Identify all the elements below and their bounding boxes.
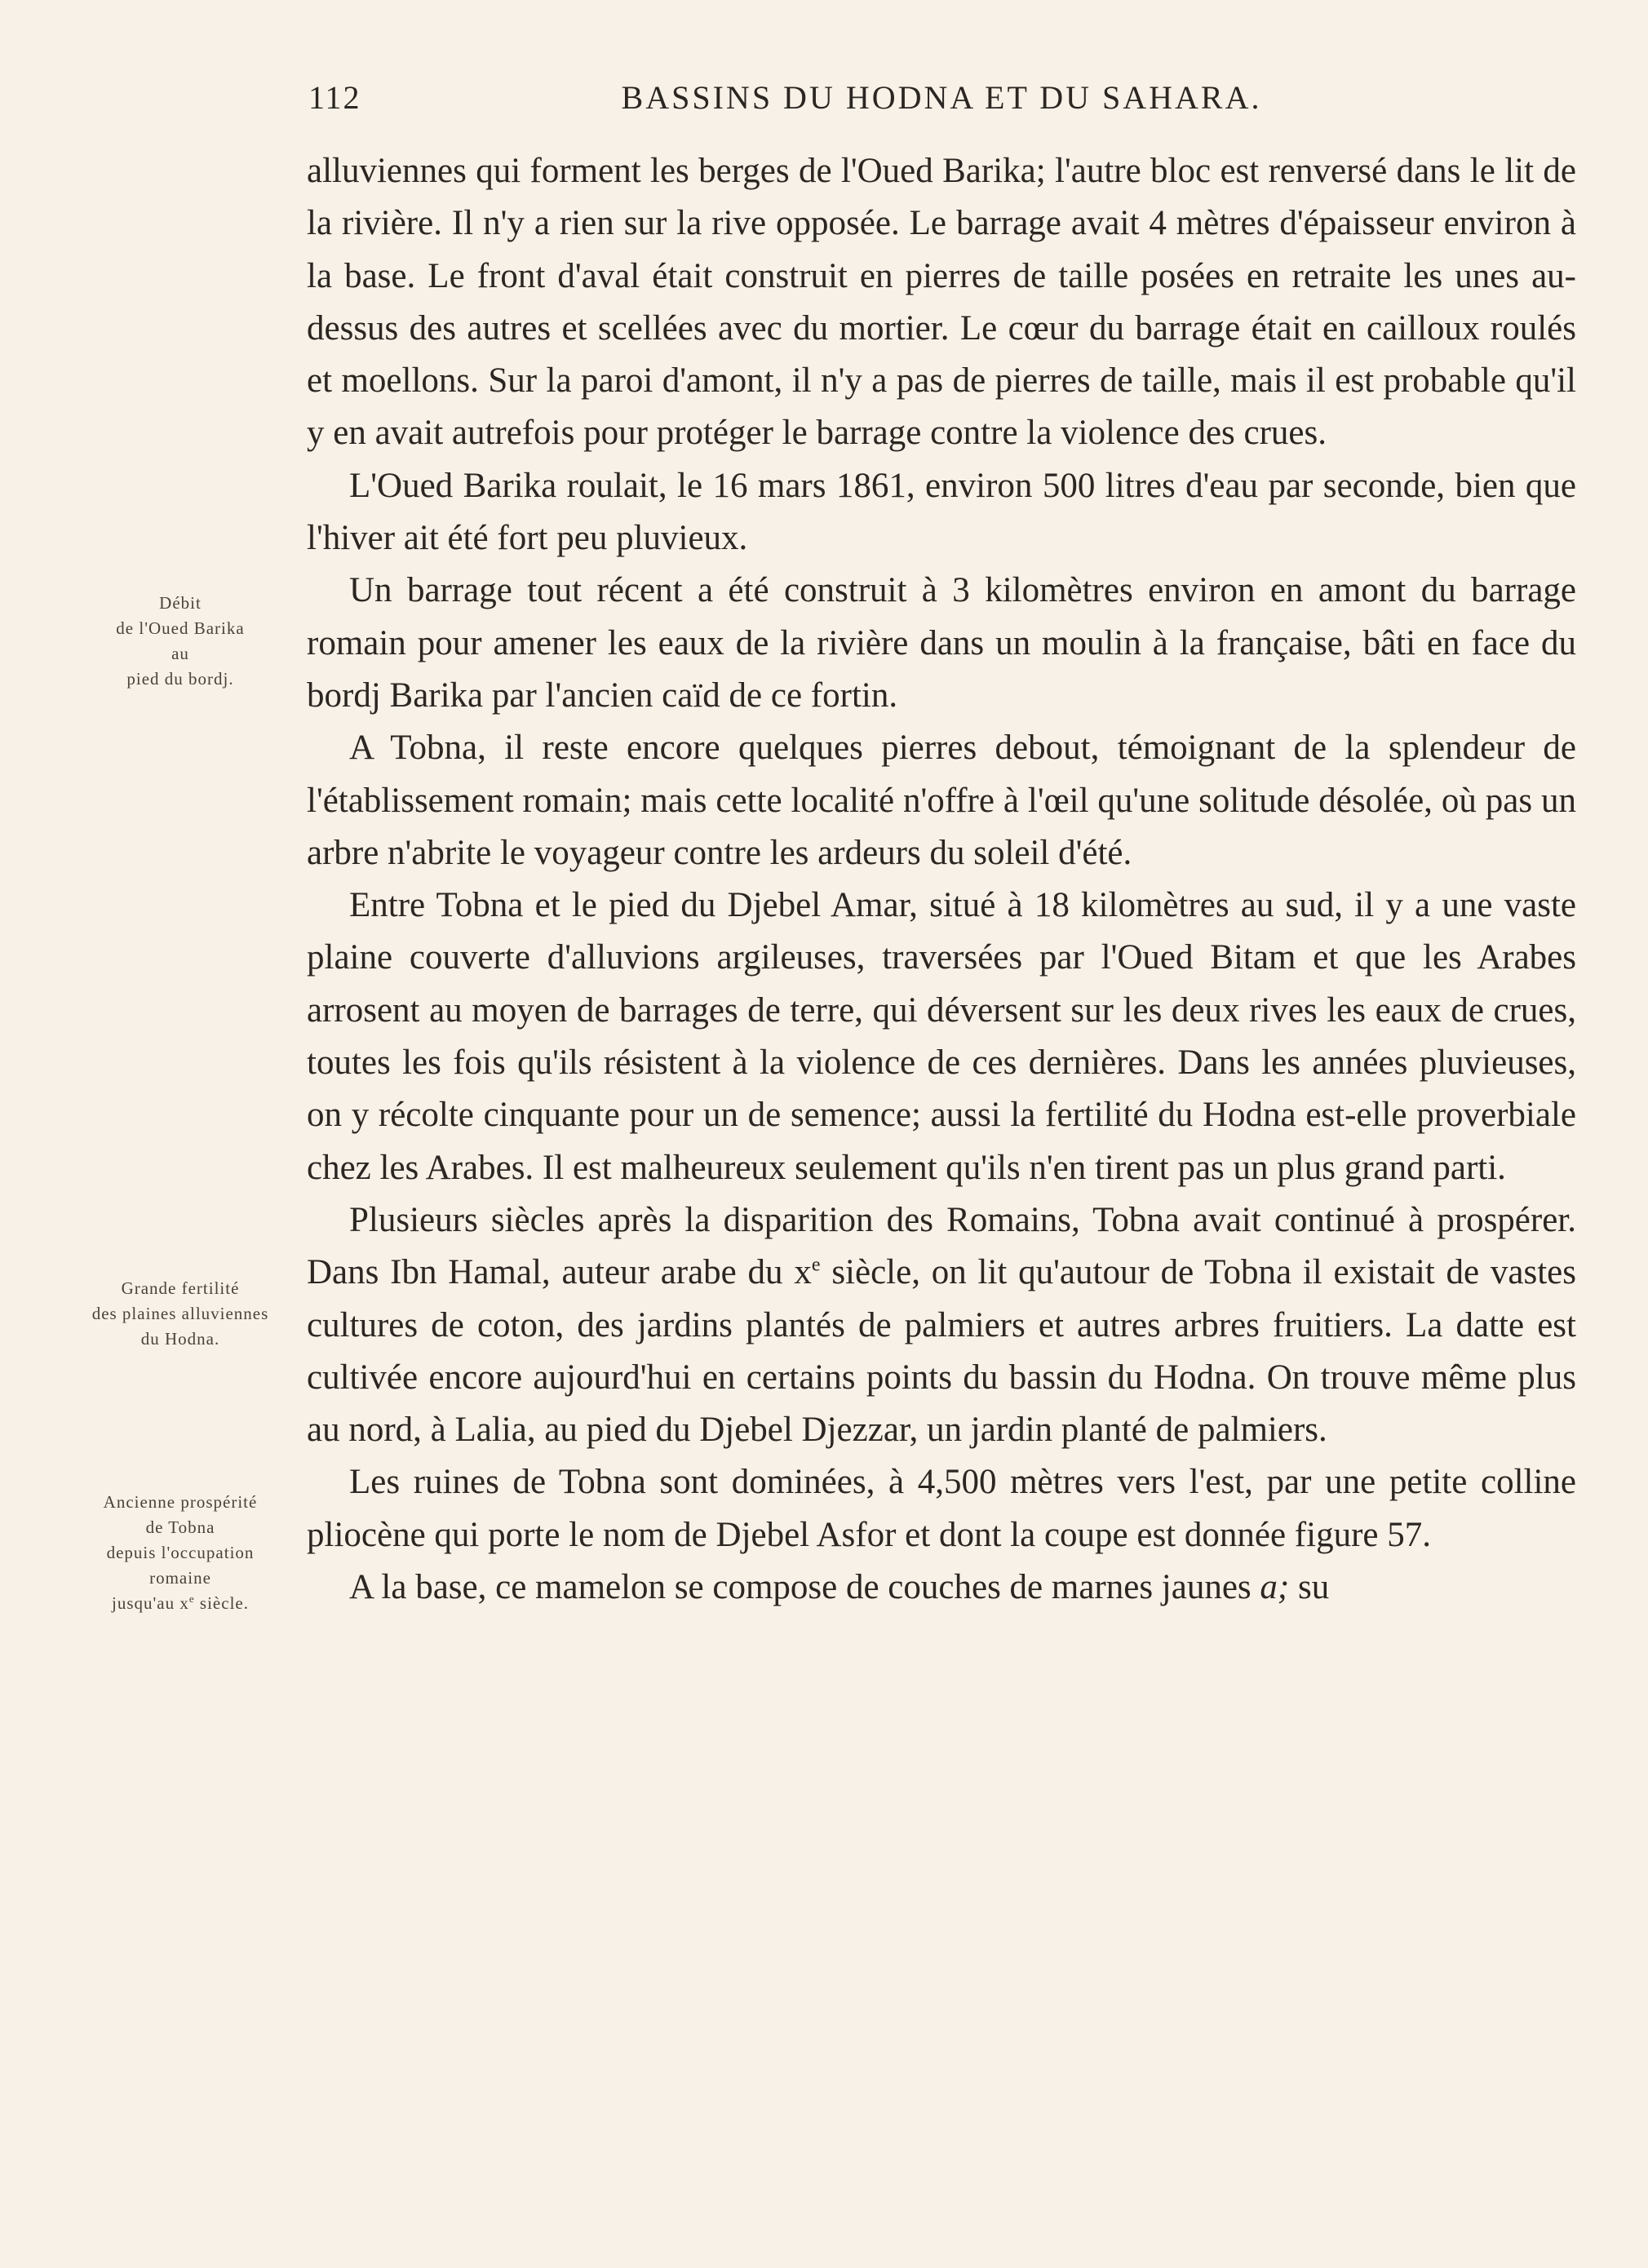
paragraph: Entre Tobna et le pied du Djebel Amar, situé à 18 kilomètres au sud, il y a une vaste plaine couverte d'alluvions argileuses, traversées par l'Oued Bitam et que les Arabes arrosent au moyen de barrages de terre, qui déversent sur les deux rives les eaux de crues, toutes les fois qu'ils résistent à la violence de ces dernières. Dans les années pluvieuses, on y récolte cinquante pour un de semence; aussi la fertilité du Hodna est-elle proverbiale chez les Arabes. Il est malheureux seulement qu'ils n'en tirent pas un plus grand parti. [307,886,1576,1187]
paragraph: Plusieurs siècles après la disparition des Romains, Tobna avait continué à prospérer. Dans Ibn Hamal, auteur arabe du $x^e$ siècle, on lit qu'autour de Tobna il existait de vastes cultures de coton, des jardins plantés de palmiers et autres arbres fruitiers. La datte est cultivée encore aujourd'hui en certains points du bassin du Hodna. On trouve même plus au nord, à Lalia, au pied du Djebel Djezzar, un jardin planté de palmiers. [307,1200,1576,1450]
paragraph: A Tobna, il reste encore quelques pierres debout, témoignant de la splendeur de l'établissement romain; mais cette localité n'offre à l'œil qu'une solitude désolée, où pas un arbre n'abrite le voyageur contre les ardeurs du soleil d'été. [307,729,1576,872]
margin-note-fertilite: Grande fertilité des plaines alluviennes du Hodna. [91,1278,269,1349]
paragraph: A la base, ce mamelon se compose de couches de marnes jaunes a; su [349,1568,1330,1607]
paragraph: alluviennes qui forment les berges de l'Oued Barika; l'autre bloc est renversé dans le lit de la rivière. Il n'y a rien sur la rive opposée. Le barrage avait 4 mètres d'épaisseur environ à la base. Le front d'aval était construit en pierres de taille posées en retraite les unes au-dessus des autres et scellées avec du mortier. Le cœur du barrage était en cailloux roulés et moellons. Sur la paroi d'amont, il n'y a pas de pierres de taille, mais il est probable qu'il y en avait autrefois pour protéger le barrage contre la violence des crues. [307,152,1576,453]
page-number: 112 [308,79,361,116]
paragraph: Un barrage tout récent a été construit à 3 kilomètres environ en amont du barrage romain pour amener les eaux de la rivière dans un moulin à la française, bâti en face du bordj Barika par l'ancien caïd de ce fortin. [307,571,1576,715]
margin-note-prosperite: Ancienne prospérité de Tobna depuis l'occupation romaine jusqu'au $x^e$ siècle. [103,1492,258,1613]
paragraph: Les ruines de Tobna sont dominées, à 4,500 mètres vers l'est, par une petite colline pliocène qui porte le nom de Djebel Asfor et dont la coupe est donnée figure 57. [307,1463,1576,1554]
margin-note-debit: Débit de l'Oued Barika au pied du bordj. [116,593,245,689]
body-text [307,145,1576,1614]
running-header [308,78,1575,127]
paragraph: L'Oued Barika roulait, le 16 mars 1861, environ 500 litres d'eau par seconde, bien que l'hiver ait été fort peu pluvieux. [307,466,1576,558]
running-title: BASSINS DU HODNA ET DU SAHARA. [621,79,1262,116]
